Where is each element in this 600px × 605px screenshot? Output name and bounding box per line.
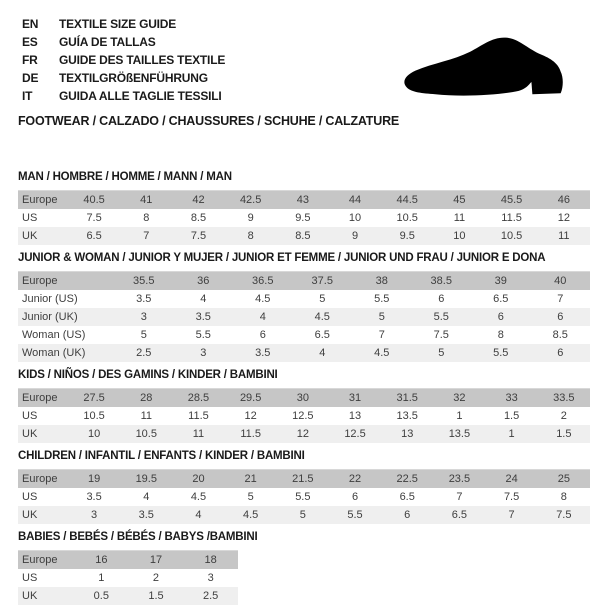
size-cell: 5.5 [295, 491, 311, 503]
size-cell: 8.5 [295, 230, 311, 242]
size-cell: 9.5 [399, 230, 415, 242]
table-row [18, 344, 590, 362]
size-cell: 21 [244, 473, 257, 485]
language-code: EN [22, 17, 39, 31]
size-cell: 5.5 [374, 293, 390, 305]
size-cell: 7.5 [503, 491, 520, 503]
size-table [18, 550, 238, 605]
size-table-section [18, 531, 590, 605]
size-cell: 7 [143, 230, 150, 242]
section-title: BABIES / BEBÉS / BÉBÉS / BABYS /BAMBINI [18, 531, 258, 543]
size-cell: 28 [140, 392, 153, 404]
language-code: FR [22, 53, 38, 67]
shoe-icon [398, 32, 580, 98]
size-cell: 12 [557, 212, 570, 224]
size-table [18, 388, 590, 443]
table-row [18, 227, 590, 245]
size-cell: 28.5 [187, 392, 210, 404]
size-cell: 11 [140, 410, 152, 422]
row-label: Woman (US) [22, 329, 86, 341]
size-cell: 10.5 [500, 230, 523, 242]
size-cell: 25 [557, 473, 570, 485]
table-row [18, 587, 238, 605]
size-cell: 3 [140, 311, 147, 323]
row-label: Europe [22, 275, 58, 287]
size-cell: 7.5 [556, 509, 572, 521]
size-cell: 1.5 [556, 428, 572, 440]
size-cell: 11.5 [240, 428, 261, 440]
size-cell: 6 [438, 293, 445, 305]
size-cell: 2 [152, 572, 160, 584]
table-row [18, 272, 590, 291]
size-cell: 5 [299, 509, 306, 521]
size-cell: 13 [348, 410, 362, 422]
size-cell: 6 [557, 311, 564, 323]
size-cell: 7 [378, 329, 385, 341]
size-cell: 6.5 [86, 230, 102, 242]
table-row [18, 407, 590, 425]
table-row [18, 425, 590, 443]
size-cell: 10 [87, 428, 101, 440]
row-label: UK [22, 590, 38, 602]
size-cell: 5.5 [493, 347, 509, 359]
size-cell: 4 [319, 347, 326, 359]
size-cell: 32 [453, 392, 466, 404]
size-cell: 36 [197, 275, 210, 287]
size-cell: 20 [192, 473, 205, 485]
size-cell: 2 [560, 410, 567, 422]
section-title: JUNIOR & WOMAN / JUNIOR Y MUJER / JUNIOR ET FEMME / JUNIOR UND FRAU / JUNIOR E DONA [18, 252, 546, 264]
row-label: Europe [22, 554, 58, 566]
size-cell: 11.5 [188, 410, 209, 422]
size-cell: 6.5 [451, 509, 468, 521]
size-cell: 4.5 [243, 509, 259, 521]
size-cell: 8 [560, 491, 567, 503]
size-cell: 36.5 [252, 275, 274, 287]
table-row [18, 308, 590, 326]
size-cell: 19 [87, 473, 101, 485]
row-label: US [22, 212, 38, 224]
size-cell: 3.5 [195, 311, 211, 323]
table-row [18, 551, 238, 570]
table-row [18, 209, 590, 227]
size-cell: 6 [404, 509, 411, 521]
size-cell: 31.5 [396, 392, 418, 404]
size-cell: 19.5 [135, 473, 157, 485]
language-code: IT [22, 89, 33, 103]
size-cell: 42.5 [239, 194, 262, 206]
size-cell: 4 [259, 311, 266, 323]
size-cell: 9 [351, 230, 359, 242]
size-cell: 8.5 [552, 329, 568, 341]
size-cell: 44 [348, 194, 362, 206]
table-row [18, 470, 590, 489]
size-cell: 7 [508, 509, 515, 521]
size-cell: 7.5 [433, 329, 449, 341]
size-cell: 3.5 [86, 491, 102, 503]
size-cell: 17 [149, 554, 163, 566]
size-cell: 40.5 [83, 194, 105, 206]
size-cell: 38 [375, 275, 388, 287]
table-row [18, 290, 590, 308]
size-cell: 40 [554, 275, 567, 287]
size-cell: 4.5 [314, 311, 330, 323]
table-row [18, 326, 590, 344]
size-cell: 6 [557, 347, 564, 359]
language-title: TEXTILE SIZE GUIDE [59, 17, 177, 31]
language-row [22, 15, 590, 33]
size-table-section [18, 252, 590, 362]
size-cell: 10.5 [135, 428, 157, 440]
size-cell: 22.5 [396, 473, 418, 485]
size-cell: 43 [296, 194, 309, 206]
size-cell: 6 [497, 311, 504, 323]
row-label: US [22, 410, 38, 422]
size-cell: 9.5 [295, 212, 311, 224]
size-cell: 5 [438, 347, 445, 359]
size-cell: 33 [505, 392, 518, 404]
size-cell: 10.5 [396, 212, 418, 224]
size-cell: 11.5 [501, 212, 522, 224]
size-table [18, 271, 590, 362]
size-cell: 11 [192, 428, 205, 440]
size-cell: 35.5 [133, 275, 155, 287]
section-title: KIDS / NIÑOS / DES GAMINS / KINDER / BAMBINI [18, 369, 278, 381]
row-label: Junior (UK) [22, 311, 78, 323]
size-cell: 6.5 [493, 293, 509, 305]
language-code: ES [22, 35, 38, 49]
size-cell: 8 [497, 329, 504, 341]
size-cell: 1 [98, 572, 105, 584]
size-cell: 38.5 [430, 275, 452, 287]
size-cell: 0.5 [93, 590, 109, 602]
size-cell: 3.5 [136, 293, 152, 305]
size-cell: 8 [143, 212, 150, 224]
size-table-section [18, 369, 590, 443]
size-cell: 1.5 [503, 410, 520, 422]
row-label: US [22, 491, 38, 503]
language-title: GUÍA DE TALLAS [59, 35, 156, 49]
size-table [18, 190, 590, 245]
size-cell: 41 [140, 194, 153, 206]
row-label: US [22, 572, 38, 584]
size-cell: 4.5 [374, 347, 390, 359]
size-cell: 7 [456, 491, 463, 503]
size-cell: 24 [505, 473, 518, 485]
size-cell: 16 [95, 554, 108, 566]
size-cell: 5 [247, 491, 254, 503]
size-cell: 5 [140, 329, 147, 341]
size-cell: 10 [348, 212, 362, 224]
size-cell: 6 [351, 491, 359, 503]
row-label: Europe [22, 473, 58, 485]
table-row [18, 506, 590, 524]
row-label: Europe [22, 194, 58, 206]
size-cell: 46 [557, 194, 570, 206]
size-cell: 1 [508, 428, 515, 440]
size-cell: 44.5 [396, 194, 418, 206]
size-cell: 8.5 [190, 212, 207, 224]
size-cell: 18 [204, 554, 217, 566]
size-cell: 45.5 [500, 194, 523, 206]
size-cell: 6 [259, 329, 266, 341]
size-cell: 11 [453, 212, 466, 224]
row-label: UK [22, 428, 38, 440]
size-cell: 30 [296, 392, 309, 404]
size-cell: 13.5 [396, 410, 418, 422]
size-cell: 12 [244, 410, 257, 422]
table-row [18, 389, 590, 408]
size-cell: 5.5 [433, 311, 449, 323]
size-cell: 9 [247, 212, 254, 224]
section-title: CHILDREN / INFANTIL / ENFANTS / KINDER / BAMBINI [18, 450, 305, 462]
size-cell: 5.5 [347, 509, 363, 521]
size-table [18, 469, 590, 524]
size-cell: 12.5 [292, 410, 314, 422]
size-cell: 37.5 [311, 275, 333, 287]
size-cell: 31 [348, 392, 362, 404]
size-cell: 42 [192, 194, 205, 206]
size-cell: 29.5 [239, 392, 262, 404]
row-label: UK [22, 230, 38, 242]
size-cell: 13 [401, 428, 414, 440]
size-cell: 3.5 [255, 347, 271, 359]
size-table-section [18, 171, 590, 245]
size-cell: 6.5 [399, 491, 415, 503]
category-heading: FOOTWEAR / CALZADO / CHAUSSURES / SCHUHE / CALZATURE [18, 114, 400, 128]
size-cell: 8 [247, 230, 254, 242]
size-cell: 5 [319, 293, 326, 305]
size-tables [18, 171, 590, 605]
section-title: MAN / HOMBRE / HOMME / MANN / MAN [18, 171, 232, 183]
size-cell: 4.5 [255, 293, 271, 305]
size-cell: 7.5 [190, 230, 207, 242]
language-title: GUIDE DES TAILLES TEXTILE [59, 53, 226, 67]
size-cell: 7 [557, 293, 564, 305]
size-cell: 7.5 [86, 212, 102, 224]
size-table-section [18, 450, 590, 524]
row-label: Woman (UK) [22, 347, 86, 359]
size-cell: 3.5 [138, 509, 154, 521]
language-code: DE [22, 71, 39, 85]
size-cell: 45 [453, 194, 466, 206]
size-cell: 22 [348, 473, 362, 485]
size-cell: 27.5 [83, 392, 105, 404]
row-label: UK [22, 509, 38, 521]
size-cell: 33.5 [553, 392, 575, 404]
size-cell: 1.5 [148, 590, 164, 602]
table-row [18, 488, 590, 506]
size-cell: 3 [207, 572, 214, 584]
language-title: GUIDA ALLE TAGLIE TESSILI [59, 89, 222, 103]
size-cell: 4 [195, 509, 202, 521]
size-cell: 23.5 [448, 473, 471, 485]
size-cell: 3 [200, 347, 207, 359]
table-row [18, 191, 590, 210]
size-cell: 5.5 [195, 329, 211, 341]
size-cell: 5 [378, 311, 385, 323]
size-cell: 4.5 [190, 491, 207, 503]
size-cell: 11 [558, 230, 570, 242]
size-cell: 2.5 [136, 347, 152, 359]
size-cell: 6.5 [314, 329, 330, 341]
size-cell: 1 [456, 410, 463, 422]
size-cell: 12.5 [344, 428, 366, 440]
size-cell: 21.5 [292, 473, 314, 485]
size-cell: 4 [143, 491, 150, 503]
table-row [18, 569, 238, 587]
size-cell: 10 [453, 230, 466, 242]
language-title: TEXTILGRÖßENFÜHRUNG [59, 71, 208, 85]
size-cell: 39 [494, 275, 507, 287]
size-cell: 10.5 [83, 410, 105, 422]
row-label: Junior (US) [22, 293, 78, 305]
row-label: Europe [22, 392, 58, 404]
size-cell: 3 [91, 509, 98, 521]
size-cell: 13.5 [448, 428, 471, 440]
size-cell: 4 [200, 293, 207, 305]
size-cell: 2.5 [203, 590, 219, 602]
size-cell: 12 [296, 428, 309, 440]
